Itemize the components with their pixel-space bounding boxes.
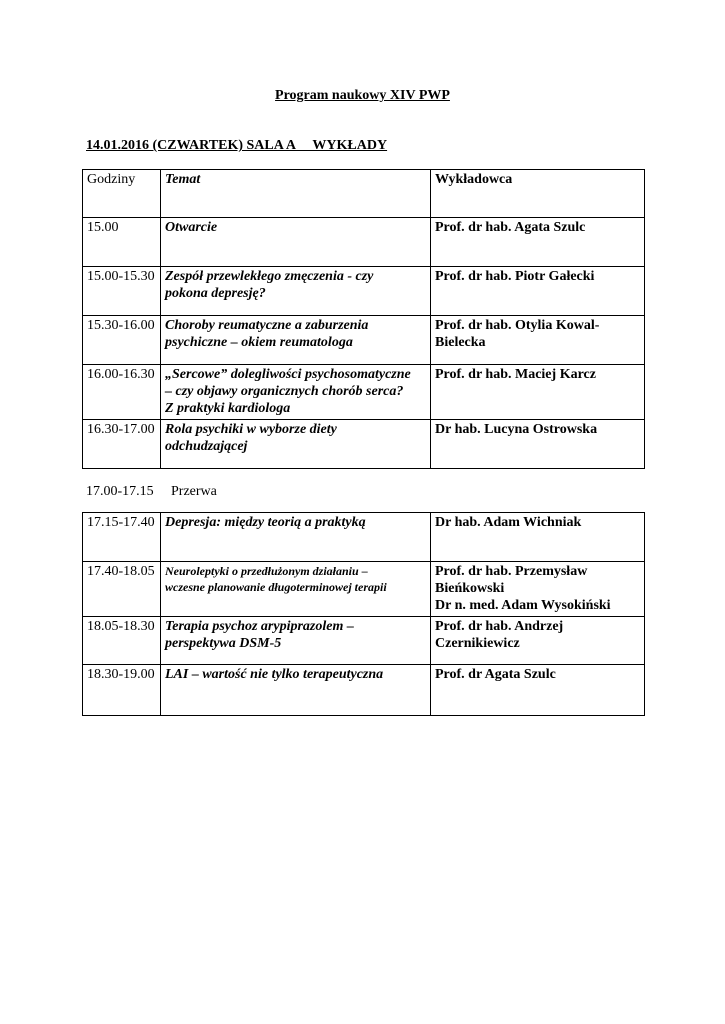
table-row [83,267,645,316]
row-topic: Terapia psychoz arypiprazolem – perspektywa DSM-5 [161,617,431,665]
break-row [86,484,217,500]
page-title: Program naukowy XIV PWP [275,88,450,103]
row-lecturer: Dr hab. Adam Wichniak [431,513,645,562]
row-time: 15.00 [83,218,161,267]
row-time: 17.15-17.40 [83,513,161,562]
table-row [83,218,645,267]
table-row [83,420,645,469]
row-topic: Neuroleptyki o przedłużonym działaniu – wczesne planowanie długoterminowej terapii [161,562,431,617]
row-topic: LAI – wartość nie tylko terapeutyczna [161,665,431,716]
row-time: 18.05-18.30 [83,617,161,665]
row-lecturer: Prof. dr Agata Szulc [431,665,645,716]
row-lecturer: Dr hab. Lucyna Ostrowska [431,420,645,469]
row-topic: Zespół przewlekłego zmęczenia - czy pokona depresję? [161,267,431,316]
table-row [83,316,645,365]
table-row [83,513,645,562]
table-row [83,562,645,617]
header-lecturer: Wykładowca [431,170,645,218]
row-topic: Choroby reumatyczne a zaburzenia psychiczne – okiem reumatologa [161,316,431,365]
row-time: 16.00-16.30 [83,365,161,420]
row-lecturer: Prof. dr hab. Maciej Karcz [431,365,645,420]
table-header-row [83,170,645,218]
row-lecturer: Prof. dr hab. Otylia Kowal- Bielecka [431,316,645,365]
row-topic: Depresja: między teorią a praktyką [161,513,431,562]
table-row [83,665,645,716]
row-time: 18.30-19.00 [83,665,161,716]
table-row [83,617,645,665]
break-label: Przerwa [171,484,217,499]
header-time: Godziny [83,170,161,218]
row-lecturer: Prof. dr hab. Andrzej Czernikiewicz [431,617,645,665]
row-time: 15.00-15.30 [83,267,161,316]
session-heading: 14.01.2016 (CZWARTEK) SALA A WYKŁADY [86,138,388,153]
row-lecturer: Prof. dr hab. Przemysław Bieńkowski Dr n. med. Adam Wysokiński [431,562,645,617]
row-topic: Rola psychiki w wyborze diety odchudzającej [161,420,431,469]
row-time: 17.40-18.05 [83,562,161,617]
row-topic: Otwarcie [161,218,431,267]
row-time: 16.30-17.00 [83,420,161,469]
header-topic: Temat [161,170,431,218]
row-lecturer: Prof. dr hab. Piotr Gałecki [431,267,645,316]
row-time: 15.30-16.00 [83,316,161,365]
row-topic: „Sercowe” dolegliwości psychosomatyczne – czy objawy organicznych chorób serca? Z praktyki kardiologa [161,365,431,420]
break-time: 17.00-17.15 [86,484,154,499]
table-row [83,365,645,420]
row-lecturer: Prof. dr hab. Agata Szulc [431,218,645,267]
schedule-table-2 [82,512,645,716]
schedule-table-1 [82,169,645,469]
